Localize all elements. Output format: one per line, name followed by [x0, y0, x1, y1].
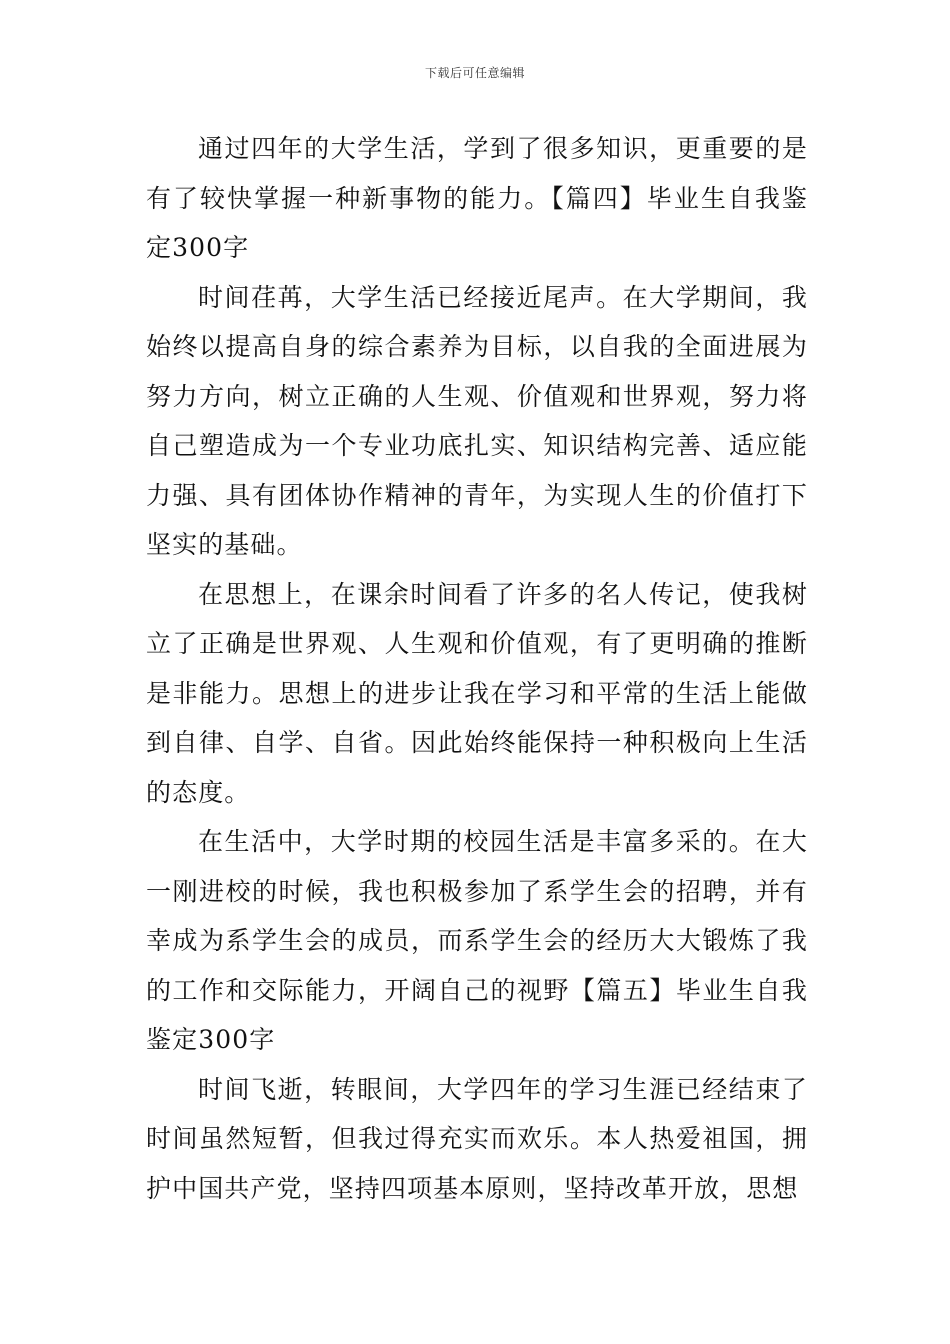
page-header: 下载后可任意编辑: [424, 66, 525, 80]
document-body: [146, 124, 808, 1213]
paragraph-2: 时间荏苒，大学生活已经接近尾声。在大学期间，我始终以提高自身的综合素养为目标，以自我的全面进展为努力方向，树立正确的人生观、价值观和世界观，努力将自己塑造成为一个专业功底扎实、知识结构完善、适应能力强、具有团体协作精神的青年，为实现人生的价值打下坚实的基础。: [146, 282, 808, 559]
paragraph-4: 在生活中，大学时期的校园生活是丰富多采的。在大一刚进校的时候，我也积极参加了系学生会的招聘，并有幸成为系学生会的成员，而系学生会的经历大大锻炼了我的工作和交际能力，开阔自己的视野【篇五】毕业生自我鉴定300字: [146, 827, 808, 1054]
paragraph-1: 通过四年的大学生活，学到了很多知识，更重要的是有了较快掌握一种新事物的能力。【篇四】毕业生自我鉴定300字: [146, 134, 808, 262]
paragraph-3: 在思想上，在课余时间看了许多的名人传记，使我树立了正确是世界观、人生观和价值观，有了更明确的推断是非能力。思想上的进步让我在学习和平常的生活上能做到自律、自学、自省。因此始终能保持一种积极向上生活的态度。: [146, 579, 808, 807]
paragraph-5: 时间飞逝，转眼间，大学四年的学习生涯已经结束了时间虽然短暂，但我过得充实而欢乐。本人热爱祖国，拥护中国共产党，坚持四项基本原则，坚持改革开放，思想: [146, 1074, 808, 1203]
